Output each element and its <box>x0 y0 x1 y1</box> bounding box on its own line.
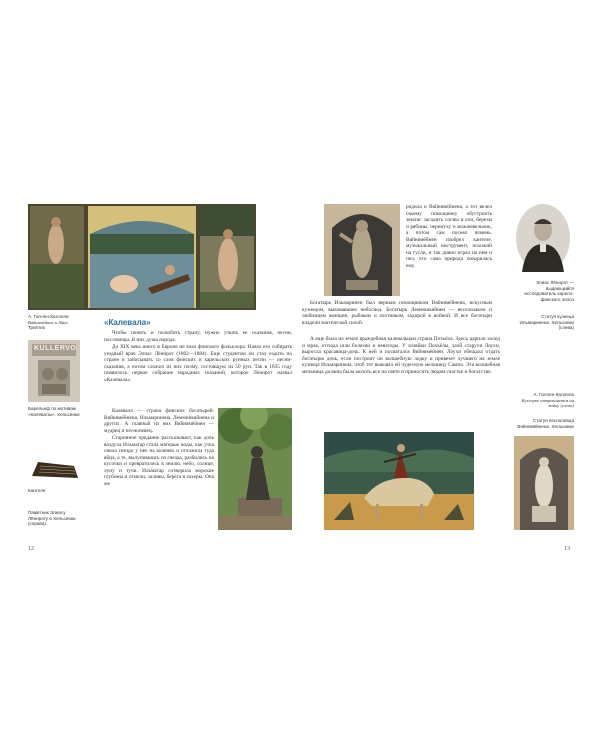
lonnrot-portrait <box>514 202 572 274</box>
bas-relief-image <box>28 340 80 402</box>
right-page-number: 13 <box>564 546 570 552</box>
painting-caption <box>512 392 574 409</box>
left-paragraph-4: Старинное предание рассказывает, как дочь воздуха Ильматар стала матерью воды, как утка свила гнездо у нее на коленях и отложила туда яйца, а те, вылупившись из гнезда, разбились на кусочки и превратились в землю, небо, солнце, луну и тучи. Ильматар сотворила морские глубины и отмели, заливы, берега и шхеры. Она же <box>104 435 214 487</box>
left-body-text <box>104 330 292 384</box>
ilmarinen-statue-photo <box>324 204 400 296</box>
right-col-a <box>406 204 492 270</box>
right-paragraph-c: А еще была на земле враждебная калевальцам страна Похъёла. Здесь царили холод и мрак, отсюда шли болезни и невзгоды. У хозяйки Похъёлы, злой старухи Лоухи, выросла красавица-дочь. К ней и посватался Вяйнямёйнен. Лоухи обещала отдать богатырю дочь, если построит он волшебную лодку и привезет лучшего на земле кузнеца Ильмаринена, чтоб тот выковал ей чудесную мельницу Сампо. Эта волшебная мельница должна была молоть все на свете и приносить людям счастье и богатство. <box>302 336 500 375</box>
left-page <box>28 196 298 558</box>
left-paragraph-1: Чтобы понять и полюбить страну, нужно узнать ее сказания, песни, пословицы. В них душа народа. <box>104 330 292 343</box>
bas-relief-caption: Барельеф по мотивам «Калевалы». Хельсинки <box>28 406 80 417</box>
kantele-image <box>30 458 80 482</box>
painting-title: Куллерво отправляется на войну (слева) <box>521 397 574 409</box>
right-col-c <box>302 336 500 376</box>
left-paragraph-2: До XIX века никто в Европе не знал финского фольклора. Начал его собирать уездный врач Элиас Лённрот (1802—1884). Еще студентом он стал ездить по стране и записывать со слов финских и карельских рунных песни — песни-сказания, а потом сложил из них поэму, состоящую из 50 рун. Так в 1835 году появилось первое собрание народных сказаний, которое Лённрот назвал «Калевала». <box>104 344 292 383</box>
monument-caption: Памятник Элиасу Лённроту в Хельсинки (справа) <box>28 510 76 527</box>
right-col-b <box>302 300 492 327</box>
bas-relief-inscription: KULLERVO <box>34 345 77 352</box>
kalevala-heading: «Калевала» <box>104 318 151 327</box>
triptych-title: Вяйнямёйнен и Айно <box>28 319 68 325</box>
painting-author: А. Галлен-Каллела <box>533 392 574 397</box>
portrait-caption: Элиас Лённрот — выдающийся исследователь карело-финского эпоса <box>524 280 574 302</box>
triptych-author: А. Галлен-Каллела <box>28 314 69 319</box>
monument-photo <box>218 408 292 530</box>
triptych-subtitle: Триптих <box>28 325 46 331</box>
triptych-painting <box>28 204 256 310</box>
left-page-number: 12 <box>28 546 34 552</box>
kantele-caption: Кантеле <box>28 488 46 493</box>
right-page <box>302 196 574 558</box>
left-body-text-narrow <box>104 408 214 488</box>
left-paragraph-3: Калевала — страна финских богатырей: Вяйнямёйнена, Ильмаринена, Лемминкяйнена и других. А главный из них Вяйнямёйнен — мудрец и песнопевец. <box>104 408 214 434</box>
vainamoinen-statue-caption: Статуя песнопевца Вяйнямёйнена. Хельсинки <box>517 418 574 429</box>
right-paragraph-b: Богатырь Ильмаринен был верным помощником Вяйнямёйнена, искусным кузнецом, выковавшим небосвод. Богатырь Лемминкяйнен — весельчаком и любимцем женщин, рыбаком и охотником, задирой в войной. И все богатыри владели магической силой. <box>302 300 492 326</box>
triptych-caption <box>28 314 98 331</box>
vainamoinen-statue-photo <box>514 436 574 530</box>
ilmarinen-statue-caption: Статуя кузнеца Ильмаринена. Хельсинки (слева) <box>519 314 574 331</box>
right-paragraph-a: родила и Вяйнямёйнена, а тот велел своему помощнику обустроить землю: засадить сосны и ели, березы и рябины, черемуху и можжевельник, а потом сам посеял ячмень. Вяйнямёйнен изобрел кантеле, музыкальный инструмент, похожий на гусли, и так дивно играл на нем и пел, что сама природа покорялась ему. <box>406 204 492 269</box>
kullervo-painting <box>324 432 474 530</box>
